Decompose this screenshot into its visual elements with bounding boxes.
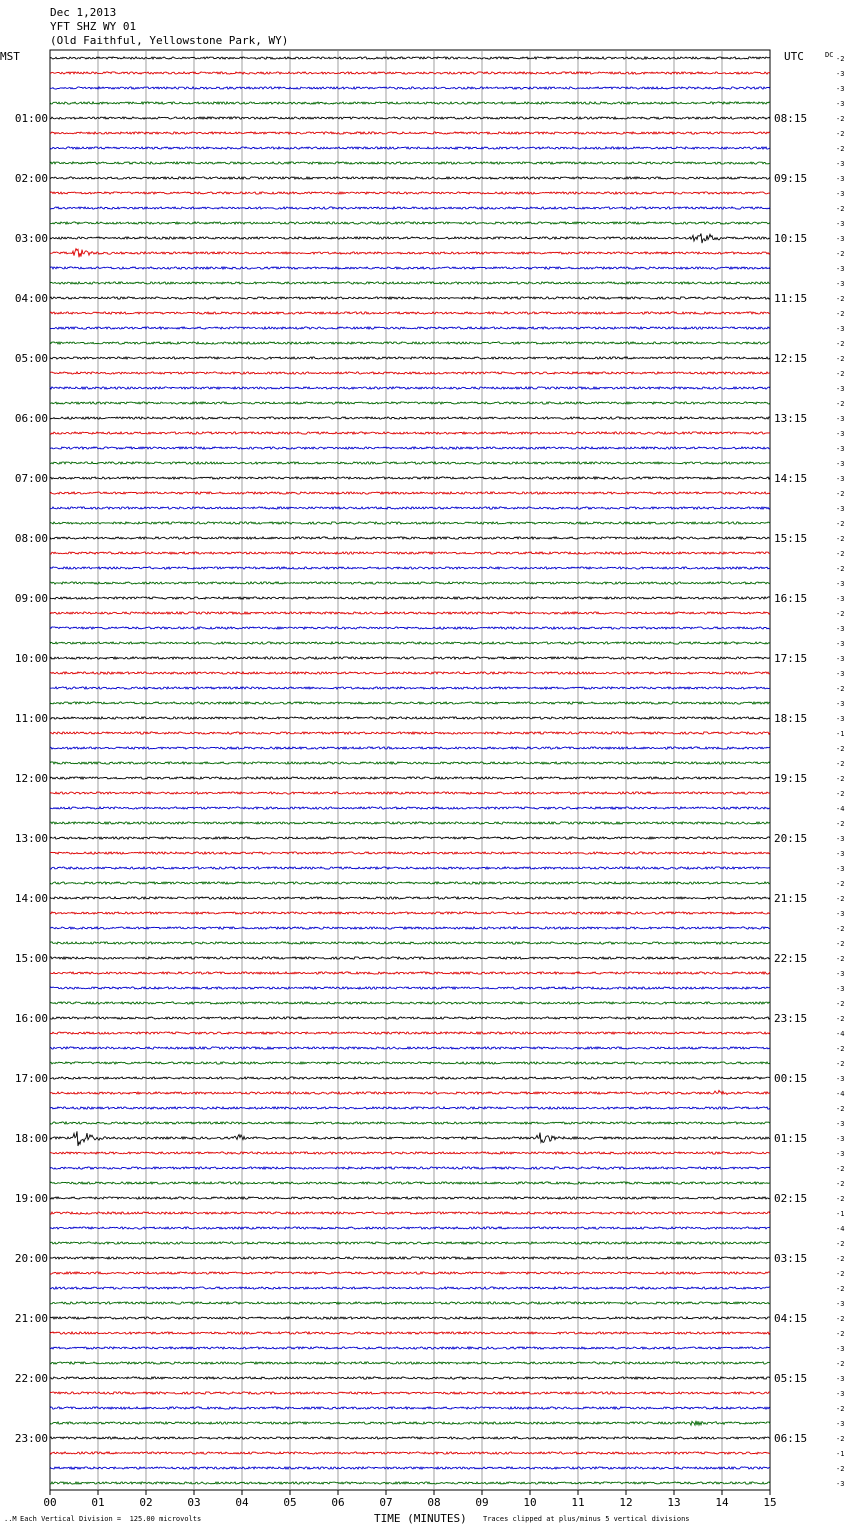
- trace-row-61: [50, 972, 770, 974]
- trace-row-52: [50, 837, 770, 839]
- x-tick-label: 15: [763, 1496, 777, 1509]
- trace-row-20: [50, 357, 770, 359]
- trace-row-73: [50, 1152, 770, 1154]
- x-tick-label: 13: [667, 1496, 681, 1509]
- trace-row-56: [50, 897, 770, 899]
- dc-offset-label: -3: [836, 1420, 845, 1428]
- dc-offset-label: -3: [836, 580, 845, 588]
- trace-row-59: [50, 942, 770, 944]
- trace-row-77: [50, 1212, 770, 1214]
- dc-offset-label: -3: [836, 670, 845, 678]
- trace-row-4: [50, 117, 770, 119]
- trace-row-37: [50, 612, 770, 614]
- dc-offset-label: -3: [836, 460, 845, 468]
- dc-offset-label: -3: [836, 625, 845, 633]
- trace-row-72: [50, 1131, 770, 1146]
- trace-row-6: [50, 147, 770, 149]
- trace-row-7: [50, 162, 770, 164]
- trace-row-55: [50, 882, 770, 884]
- x-tick-label: 12: [619, 1496, 633, 1509]
- dc-offset-label: -3: [836, 640, 845, 648]
- dc-offset-label: -2: [836, 1330, 845, 1338]
- x-tick-label: 02: [139, 1496, 153, 1509]
- trace-row-17: [50, 312, 770, 314]
- trace-row-23: [50, 402, 770, 404]
- trace-row-13: [50, 249, 770, 258]
- dc-offset-label: -2: [836, 1165, 845, 1173]
- trace-row-68: [50, 1077, 770, 1079]
- dc-offset-label: -2: [836, 1240, 845, 1248]
- trace-row-29: [50, 492, 770, 494]
- trace-row-58: [50, 927, 770, 929]
- dc-offset-label: -2: [836, 250, 845, 258]
- right-hour-label: 23:15: [774, 1012, 808, 1025]
- dc-offset-label: -2: [836, 55, 845, 63]
- trace-row-32: [50, 537, 770, 539]
- right-hour-label: 03:15: [774, 1252, 808, 1265]
- dc-offset-label: -2: [836, 550, 845, 558]
- dc-offset-label: -3: [836, 160, 845, 168]
- left-hour-label: 13:00: [14, 832, 48, 845]
- dc-offset-label: -2: [836, 1060, 845, 1068]
- x-tick-label: 10: [523, 1496, 537, 1509]
- dc-offset-label: -2: [836, 610, 845, 618]
- trace-row-78: [50, 1227, 770, 1229]
- right-hour-label: 16:15: [774, 592, 808, 605]
- x-tick-label: 05: [283, 1496, 297, 1509]
- dc-offset-label: -2: [836, 535, 845, 543]
- trace-row-5: [50, 132, 770, 134]
- left-hour-label: 09:00: [14, 592, 48, 605]
- dc-offset-label: -3: [836, 835, 845, 843]
- dc-offset-label: -2: [836, 685, 845, 693]
- dc-offset-label: -3: [836, 850, 845, 858]
- trace-row-63: [50, 1002, 770, 1004]
- dc-offset-label: -2: [836, 565, 845, 573]
- dc-offset-label: -3: [836, 865, 845, 873]
- dc-offset-label: -3: [836, 175, 845, 183]
- dc-offset-label: -2: [836, 745, 845, 753]
- x-tick-label: 00: [43, 1496, 57, 1509]
- dc-offset-label: -3: [836, 715, 845, 723]
- dc-offset-label: -2: [836, 820, 845, 828]
- dc-offset-label: -3: [836, 1135, 845, 1143]
- dc-offset-label: -2: [836, 310, 845, 318]
- dc-offset-label: -3: [836, 595, 845, 603]
- clip-note: Traces clipped at plus/minus 5 vertical divisions: [483, 1515, 690, 1523]
- x-tick-label: 14: [715, 1496, 729, 1509]
- dc-offset-label: -3: [836, 325, 845, 333]
- trace-row-71: [50, 1122, 770, 1124]
- x-tick-label: 09: [475, 1496, 489, 1509]
- location-label: (Old Faithful, Yellowstone Park, WY): [50, 34, 289, 47]
- trace-row-95: [50, 1482, 770, 1484]
- dc-offset-label: -2: [836, 1360, 845, 1368]
- trace-row-86: [50, 1347, 770, 1349]
- trace-row-27: [50, 462, 770, 464]
- trace-row-19: [50, 342, 770, 344]
- right-hour-label: 09:15: [774, 172, 808, 185]
- x-tick-label: 08: [427, 1496, 441, 1509]
- dc-offset-label: -2: [836, 1465, 845, 1473]
- dc-offset-label: -2: [836, 370, 845, 378]
- left-hour-label: 04:00: [14, 292, 48, 305]
- dc-offset-label: -2: [836, 1195, 845, 1203]
- left-hour-label: 11:00: [14, 712, 48, 725]
- trace-row-49: [50, 792, 770, 794]
- x-tick-label: 07: [379, 1496, 393, 1509]
- trace-row-22: [50, 387, 770, 389]
- trace-row-94: [50, 1467, 770, 1469]
- right-hour-label: 14:15: [774, 472, 808, 485]
- dc-offset-label: -2: [836, 145, 845, 153]
- dc-offset-label: -3: [836, 430, 845, 438]
- dc-offset-label: -3: [836, 280, 845, 288]
- trace-row-34: [50, 567, 770, 569]
- right-hour-label: 13:15: [774, 412, 808, 425]
- dc-offset-label: -3: [836, 100, 845, 108]
- date-label: Dec 1,2013: [50, 6, 117, 19]
- trace-row-44: [50, 717, 770, 719]
- dc-offset-label: -1: [836, 1210, 845, 1218]
- trace-row-15: [50, 282, 770, 284]
- trace-row-74: [50, 1167, 770, 1169]
- dc-offset-label: -2: [836, 1270, 845, 1278]
- right-hour-label: 11:15: [774, 292, 808, 305]
- dc-offset-label: -3: [836, 235, 845, 243]
- right-hour-label: 10:15: [774, 232, 808, 245]
- trace-row-3: [50, 102, 770, 104]
- dc-offset-label: -2: [836, 1285, 845, 1293]
- left-hour-label: 07:00: [14, 472, 48, 485]
- left-hour-label: 22:00: [14, 1372, 48, 1385]
- dc-offset-label: -3: [836, 1375, 845, 1383]
- right-hour-label: 17:15: [774, 652, 808, 665]
- left-hour-label: 02:00: [14, 172, 48, 185]
- trace-row-62: [50, 987, 770, 989]
- right-hour-label: 04:15: [774, 1312, 808, 1325]
- x-tick-label: 01: [91, 1496, 105, 1509]
- dc-offset-label: -3: [836, 1075, 845, 1083]
- trace-row-82: [50, 1287, 770, 1289]
- trace-row-24: [50, 417, 770, 419]
- dc-offset-label: -1: [836, 730, 845, 738]
- trace-row-47: [50, 762, 770, 764]
- left-hour-label: 06:00: [14, 412, 48, 425]
- trace-row-9: [50, 192, 770, 194]
- dc-offset-label: -2: [836, 355, 845, 363]
- trace-row-87: [50, 1362, 770, 1364]
- dc-offset-label: -3: [836, 1120, 845, 1128]
- dc-offset-label: -4: [836, 805, 845, 813]
- trace-row-69: [50, 1090, 770, 1094]
- dc-offset-label: -2: [836, 940, 845, 948]
- dc-offset-label: -3: [836, 1345, 845, 1353]
- trace-row-36: [50, 597, 770, 599]
- dc-offset-label: -3: [836, 70, 845, 78]
- dc-offset-label: -2: [836, 295, 845, 303]
- right-hour-label: 00:15: [774, 1072, 808, 1085]
- trace-row-40: [50, 657, 770, 659]
- dc-offset-label: -2: [836, 790, 845, 798]
- x-tick-label: 06: [331, 1496, 345, 1509]
- trace-row-28: [50, 477, 770, 479]
- trace-row-42: [50, 687, 770, 689]
- trace-row-46: [50, 747, 770, 749]
- dc-offset-label: -3: [836, 1480, 845, 1488]
- dc-offset-label: -2: [836, 490, 845, 498]
- dc-offset-label: -4: [836, 1090, 845, 1098]
- left-hour-label: 12:00: [14, 772, 48, 785]
- trace-row-80: [50, 1257, 770, 1259]
- left-hour-label: 14:00: [14, 892, 48, 905]
- dc-offset-label: -3: [836, 655, 845, 663]
- dc-offset-label: -2: [836, 1105, 845, 1113]
- trace-row-91: [50, 1421, 770, 1426]
- dc-offset-label: -3: [836, 1390, 845, 1398]
- right-hour-label: 12:15: [774, 352, 808, 365]
- dc-offset-label: -2: [836, 1015, 845, 1023]
- dc-offset-label: -4: [836, 1030, 845, 1038]
- left-hour-label: 16:00: [14, 1012, 48, 1025]
- trace-row-26: [50, 447, 770, 449]
- dc-offset-label: -3: [836, 220, 845, 228]
- trace-row-64: [50, 1017, 770, 1019]
- trace-row-14: [50, 267, 770, 269]
- dc-offset-label: -2: [836, 1180, 845, 1188]
- trace-row-11: [50, 222, 770, 224]
- trace-row-53: [50, 852, 770, 854]
- trace-row-66: [50, 1047, 770, 1049]
- dc-offset-label: -3: [836, 1300, 845, 1308]
- left-hour-label: 17:00: [14, 1072, 48, 1085]
- dc-offset-label: -2: [836, 1315, 845, 1323]
- left-hour-label: 03:00: [14, 232, 48, 245]
- x-tick-label: 04: [235, 1496, 249, 1509]
- trace-row-12: [50, 234, 770, 244]
- dc-offset-label: -3: [836, 265, 845, 273]
- trace-row-33: [50, 552, 770, 554]
- dc-offset-label: -3: [836, 985, 845, 993]
- trace-row-83: [50, 1302, 770, 1304]
- dc-offset-label: -2: [836, 775, 845, 783]
- trace-row-35: [50, 582, 770, 584]
- right-hour-label: 21:15: [774, 892, 808, 905]
- left-hour-label: 19:00: [14, 1192, 48, 1205]
- dc-offset-label: -3: [836, 415, 845, 423]
- dc-offset-label: -2: [836, 955, 845, 963]
- trace-row-57: [50, 912, 770, 914]
- right-hour-label: 20:15: [774, 832, 808, 845]
- station-label: YFT SHZ WY 01: [50, 20, 137, 33]
- trace-row-8: [50, 177, 770, 179]
- dc-offset-label: -3: [836, 1150, 845, 1158]
- left-hour-label: 15:00: [14, 952, 48, 965]
- right-hour-label: 02:15: [774, 1192, 808, 1205]
- x-tick-label: 03: [187, 1496, 201, 1509]
- trace-row-76: [50, 1197, 770, 1199]
- trace-row-92: [50, 1437, 770, 1439]
- left-hour-label: 05:00: [14, 352, 48, 365]
- trace-row-1: [50, 72, 770, 74]
- dc-offset-label: -3: [836, 190, 845, 198]
- trace-row-90: [50, 1407, 770, 1409]
- trace-row-41: [50, 672, 770, 674]
- right-hour-label: 05:15: [774, 1372, 808, 1385]
- dc-offset-label: -2: [836, 1405, 845, 1413]
- trace-row-67: [50, 1062, 770, 1064]
- dc-offset-label: -2: [836, 1435, 845, 1443]
- trace-row-48: [50, 777, 770, 779]
- trace-row-21: [50, 372, 770, 374]
- dc-offset-label: -3: [836, 700, 845, 708]
- dc-offset-label: -3: [836, 85, 845, 93]
- left-hour-label: 21:00: [14, 1312, 48, 1325]
- dc-offset-label: -2: [836, 925, 845, 933]
- right-hour-label: 08:15: [774, 112, 808, 125]
- dc-offset-label: -2: [836, 760, 845, 768]
- trace-row-60: [50, 957, 770, 959]
- dc-offset-label: -1: [836, 1450, 845, 1458]
- left-hour-label: 01:00: [14, 112, 48, 125]
- right-hour-label: 22:15: [774, 952, 808, 965]
- trace-row-18: [50, 327, 770, 329]
- trace-row-39: [50, 642, 770, 644]
- trace-row-79: [50, 1242, 770, 1244]
- left-hour-label: 18:00: [14, 1132, 48, 1145]
- trace-row-38: [50, 627, 770, 629]
- trace-row-54: [50, 867, 770, 869]
- trace-row-75: [50, 1182, 770, 1184]
- right-hour-label: 06:15: [774, 1432, 808, 1445]
- dc-offset-label: -2: [836, 1000, 845, 1008]
- trace-row-0: [50, 57, 770, 59]
- trace-row-51: [50, 822, 770, 824]
- left-hour-label: 20:00: [14, 1252, 48, 1265]
- dc-offset-label: -2: [836, 880, 845, 888]
- dc-offset-label: -2: [836, 130, 845, 138]
- dc-offset-label: -4: [836, 1225, 845, 1233]
- trace-row-81: [50, 1272, 770, 1274]
- dc-offset-label: -2: [836, 520, 845, 528]
- trace-row-65: [50, 1032, 770, 1034]
- trace-row-25: [50, 432, 770, 434]
- dc-offset-label: -3: [836, 910, 845, 918]
- dc-offset-label: -2: [836, 115, 845, 123]
- trace-row-70: [50, 1107, 770, 1109]
- trace-row-43: [50, 702, 770, 704]
- dc-offset-label: -2: [836, 340, 845, 348]
- dc-offset-label: -3: [836, 505, 845, 513]
- trace-row-31: [50, 522, 770, 524]
- dc-offset-label: -2: [836, 1045, 845, 1053]
- dc-offset-label: -2: [836, 400, 845, 408]
- trace-row-89: [50, 1392, 770, 1394]
- right-hour-label: 01:15: [774, 1132, 808, 1145]
- trace-row-10: [50, 207, 770, 209]
- dc-offset-label: -3: [836, 475, 845, 483]
- trace-row-45: [50, 732, 770, 734]
- trace-row-30: [50, 507, 770, 509]
- dc-header-label: DC: [825, 51, 834, 59]
- right-hour-label: 19:15: [774, 772, 808, 785]
- left-hour-label: 10:00: [14, 652, 48, 665]
- right-hour-label: 15:15: [774, 532, 808, 545]
- x-tick-label: 11: [571, 1496, 585, 1509]
- trace-row-84: [50, 1317, 770, 1319]
- dc-offset-label: -2: [836, 1255, 845, 1263]
- trace-row-85: [50, 1332, 770, 1334]
- dc-offset-label: -2: [836, 895, 845, 903]
- dc-offset-label: -2: [836, 205, 845, 213]
- scale-note: Each Vertical Division = 125.00 microvolts: [20, 1515, 202, 1523]
- trace-row-50: [50, 807, 770, 809]
- left-hour-label: 23:00: [14, 1432, 48, 1445]
- right-hour-label: 18:15: [774, 712, 808, 725]
- x-axis-title: TIME (MINUTES): [374, 1512, 467, 1525]
- trace-row-88: [50, 1377, 770, 1379]
- trace-row-2: [50, 87, 770, 89]
- dc-offset-label: -3: [836, 385, 845, 393]
- trace-row-93: [50, 1452, 770, 1454]
- dc-offset-label: -3: [836, 445, 845, 453]
- trace-row-16: [50, 297, 770, 299]
- right-timezone-label: UTC: [784, 50, 804, 63]
- left-timezone-label: MST: [0, 50, 20, 63]
- dc-offset-label: -3: [836, 970, 845, 978]
- corner-mark: ..M: [4, 1515, 17, 1523]
- left-hour-label: 08:00: [14, 532, 48, 545]
